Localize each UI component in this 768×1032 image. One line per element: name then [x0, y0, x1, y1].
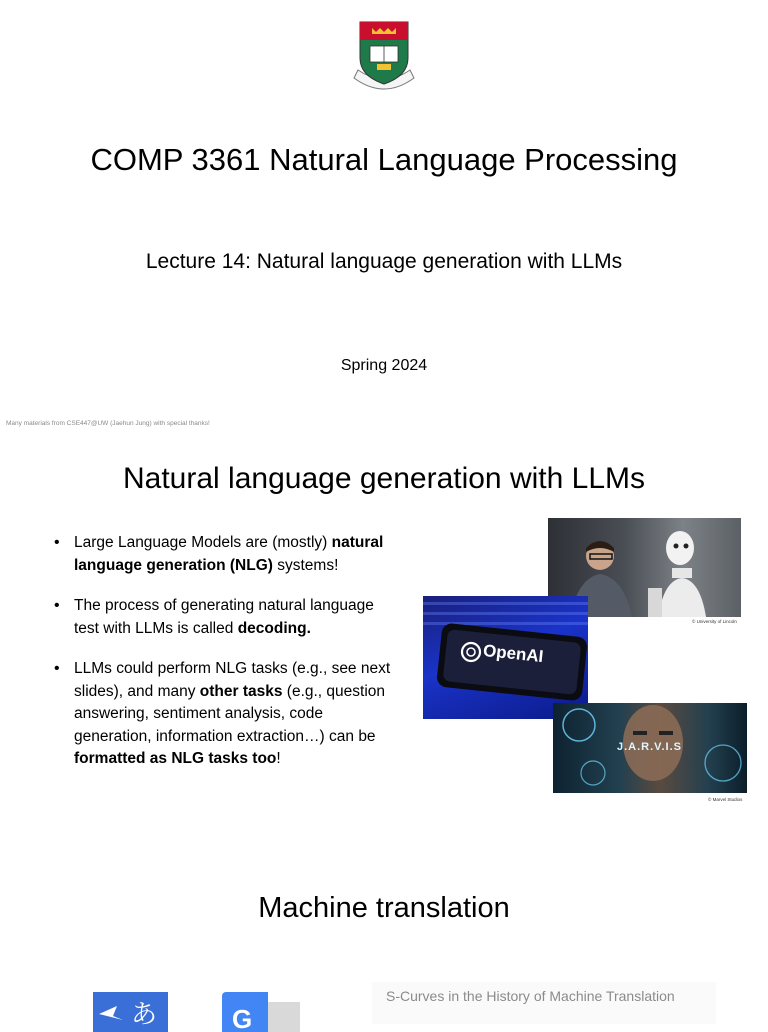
bullet-text: ! [276, 750, 281, 767]
bullet-item [52, 532, 402, 577]
lecture-subtitle: Lecture 14: Natural language generation with LLMs [145, 250, 623, 273]
google-translate-icon [222, 992, 300, 1032]
slide-title: Natural language generation with LLMs [123, 462, 645, 495]
bullet-item [52, 658, 402, 771]
jarvis-photo [553, 703, 747, 793]
chart-title: S-Curves in the History of Machine Translation [386, 988, 675, 1004]
bullet-item [52, 595, 402, 640]
bullet-text: LLMs could perform NLG tasks (e.g., see next slides), and many [74, 660, 391, 700]
slide-title: Machine translation [258, 892, 510, 924]
bullet-bold-text: decoding. [237, 619, 311, 637]
title-slide [0, 0, 768, 440]
openai-logo-text: OpenAI [482, 640, 545, 667]
jarvis-logo-text: J.A.R.V.I.S [617, 741, 683, 753]
nlg-slide [0, 440, 768, 840]
course-title: COMP 3361 Natural Language Processing [90, 142, 678, 177]
bullet-bold-text: other tasks [199, 682, 283, 700]
bullet-text: Large Language Models are (mostly) [74, 534, 332, 551]
bullet-text: systems! [272, 556, 339, 574]
google-g-letter: G [232, 1004, 253, 1032]
jarvis-photo-caption: © Marvel Studios [708, 797, 743, 802]
credit-note: Many materials from CSE447@UW (Jaehun Jung) with special thanks! [6, 420, 210, 427]
term-label: Spring 2024 [340, 357, 428, 374]
university-crest-logo [350, 18, 418, 94]
robot-photo-caption: © University of Lincoln [692, 619, 737, 624]
bullet-bold-text: natural language generation (NLG) [74, 534, 384, 574]
bullet-bold-text: formatted as NLG tasks too [74, 750, 277, 767]
machine-translation-slide [0, 840, 768, 1032]
bullet-text: (e.g., question answering, sentiment analysis, code generation, information extraction…) can be [74, 682, 386, 745]
bullet-list [52, 532, 402, 789]
openai-phone-photo [423, 596, 588, 719]
translate-app-icon [93, 992, 168, 1032]
bullet-text: The process of generating natural language test with LLMs is called [74, 597, 374, 637]
translate-app-char: あ [131, 999, 158, 1029]
